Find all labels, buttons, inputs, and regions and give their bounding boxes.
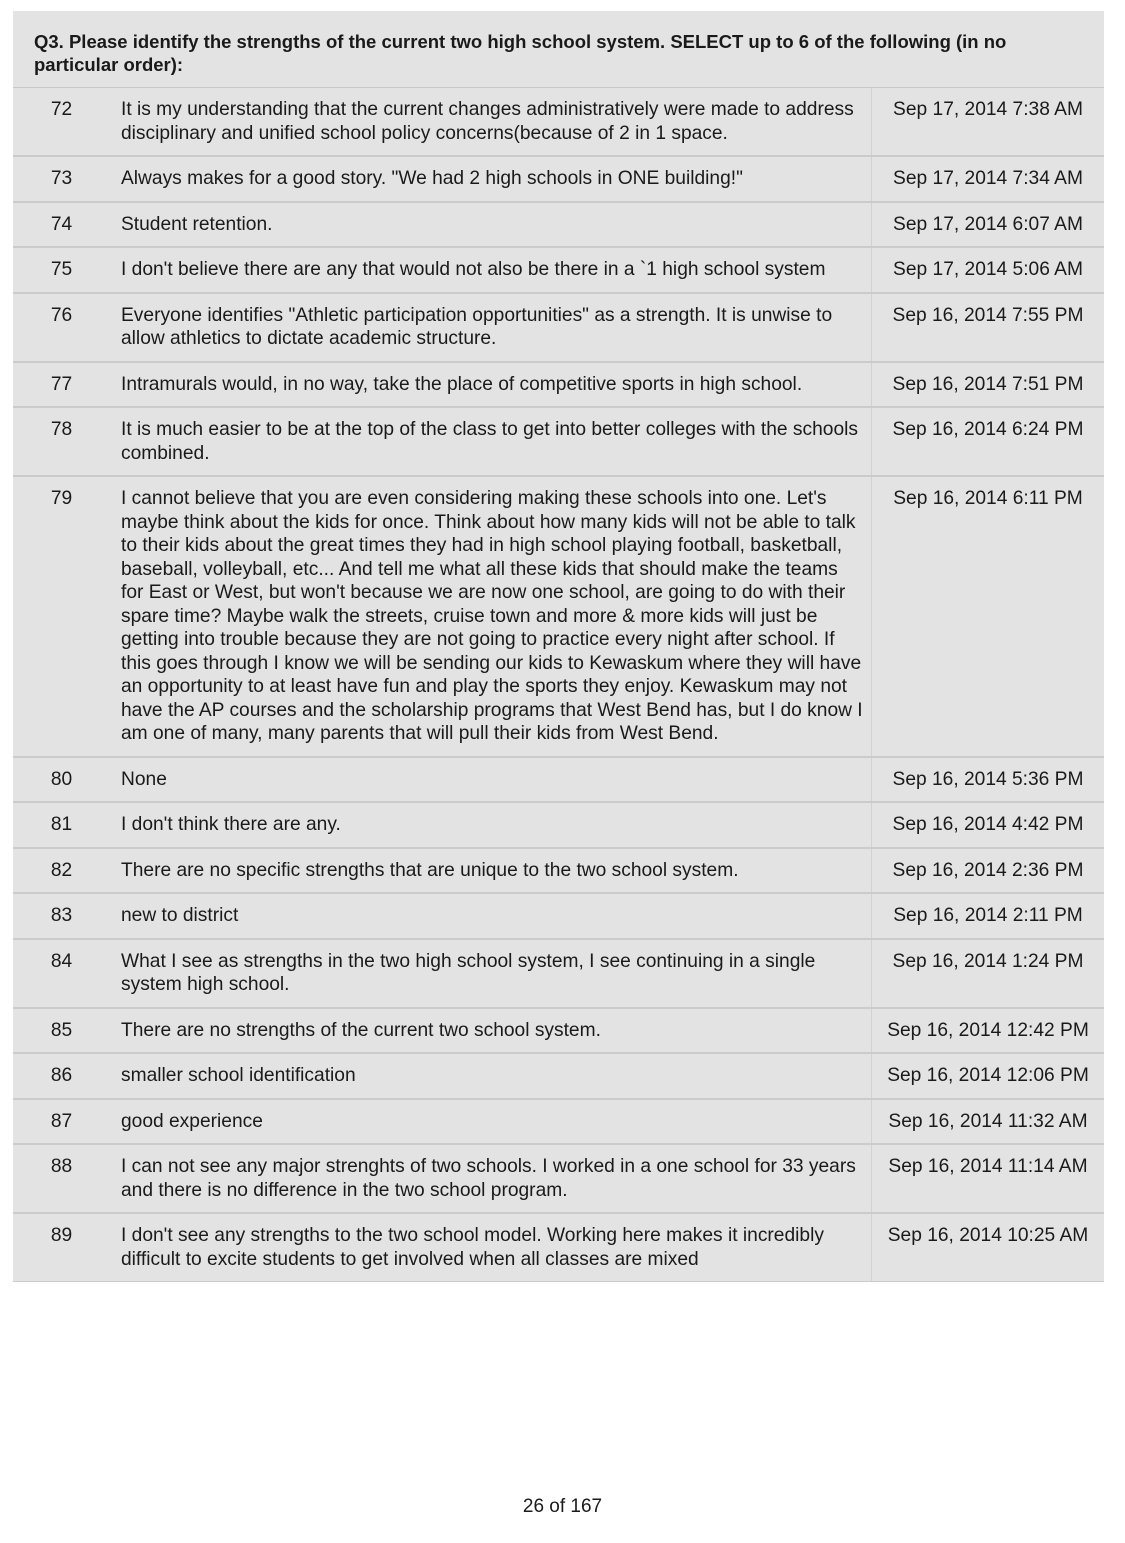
response-number: 75 bbox=[13, 247, 110, 293]
response-date: Sep 16, 2014 10:25 AM bbox=[872, 1213, 1105, 1282]
response-text: It is my understanding that the current changes administratively were made to address disciplinary and unified school policy concerns(because of 2 in 1 space. bbox=[110, 88, 872, 156]
response-number: 72 bbox=[13, 88, 110, 156]
response-text: What I see as strengths in the two high school system, I see continuing in a single system high school. bbox=[110, 939, 872, 1008]
table-row bbox=[13, 247, 1104, 293]
response-text: I don't think there are any. bbox=[110, 802, 872, 848]
response-number: 82 bbox=[13, 848, 110, 894]
table-row bbox=[13, 939, 1104, 1008]
table-row bbox=[13, 848, 1104, 894]
response-number: 81 bbox=[13, 802, 110, 848]
response-text: There are no strengths of the current two school system. bbox=[110, 1008, 872, 1054]
response-date: Sep 16, 2014 12:06 PM bbox=[872, 1053, 1105, 1099]
response-number: 84 bbox=[13, 939, 110, 1008]
response-date: Sep 16, 2014 11:14 AM bbox=[872, 1144, 1105, 1213]
response-number: 73 bbox=[13, 156, 110, 202]
response-text: I don't see any strengths to the two school model. Working here makes it incredibly difficult to excite students to get involved when all classes are mixed bbox=[110, 1213, 872, 1282]
response-date: Sep 17, 2014 6:07 AM bbox=[872, 202, 1105, 248]
response-text: Always makes for a good story. "We had 2 high schools in ONE building!" bbox=[110, 156, 872, 202]
response-number: 74 bbox=[13, 202, 110, 248]
question-heading: Q3. Please identify the strengths of the current two high school system. SELECT up to 6 of the following (in no particular order): bbox=[13, 11, 1104, 88]
response-number: 87 bbox=[13, 1099, 110, 1145]
table-row bbox=[13, 1008, 1104, 1054]
table-row bbox=[13, 202, 1104, 248]
response-date: Sep 16, 2014 12:42 PM bbox=[872, 1008, 1105, 1054]
table-row bbox=[13, 476, 1104, 757]
response-number: 83 bbox=[13, 893, 110, 939]
table-row bbox=[13, 1144, 1104, 1213]
table-row bbox=[13, 88, 1104, 156]
table-row bbox=[13, 362, 1104, 408]
response-date: Sep 16, 2014 2:36 PM bbox=[872, 848, 1105, 894]
table-row bbox=[13, 1099, 1104, 1145]
response-number: 77 bbox=[13, 362, 110, 408]
response-text: I cannot believe that you are even considering making these schools into one. Let's maybe think about the kids for once. Think about how many kids will not be able to talk to their kids about the great times they had in high school playing football, basketball, baseball, volleyball, etc... And tell me what all these kids that should make the teams for East or West, but won't because we are now one school, are going to do with their spare time? Maybe walk the streets, cruise town and more & more kids will just be getting into trouble because they are not going to practice every night after school. If this goes through I know we will be sending our kids to Kewaskum where they will have an opportunity to at least have fun and play the sports they enjoy. Kewaskum may not have the AP courses and the scholarship programs that West Bend has, but I do know I am one of many, many parents that will pull their kids from West Bend. bbox=[110, 476, 872, 757]
response-text: Intramurals would, in no way, take the place of competitive sports in high school. bbox=[110, 362, 872, 408]
table-row bbox=[13, 407, 1104, 476]
responses-table bbox=[13, 88, 1104, 1282]
response-text: Student retention. bbox=[110, 202, 872, 248]
response-date: Sep 16, 2014 1:24 PM bbox=[872, 939, 1105, 1008]
table-row bbox=[13, 293, 1104, 362]
response-text: I don't believe there are any that would not also be there in a `1 high school system bbox=[110, 247, 872, 293]
table-row bbox=[13, 893, 1104, 939]
response-number: 88 bbox=[13, 1144, 110, 1213]
response-text: smaller school identification bbox=[110, 1053, 872, 1099]
response-text: None bbox=[110, 757, 872, 803]
table-row bbox=[13, 802, 1104, 848]
response-text: new to district bbox=[110, 893, 872, 939]
response-number: 76 bbox=[13, 293, 110, 362]
response-number: 78 bbox=[13, 407, 110, 476]
table-row bbox=[13, 156, 1104, 202]
response-date: Sep 16, 2014 7:55 PM bbox=[872, 293, 1105, 362]
table-row bbox=[13, 1213, 1104, 1282]
response-date: Sep 17, 2014 7:38 AM bbox=[872, 88, 1105, 156]
response-date: Sep 16, 2014 5:36 PM bbox=[872, 757, 1105, 803]
response-number: 79 bbox=[13, 476, 110, 757]
response-date: Sep 16, 2014 6:11 PM bbox=[872, 476, 1105, 757]
response-number: 86 bbox=[13, 1053, 110, 1099]
response-number: 85 bbox=[13, 1008, 110, 1054]
response-date: Sep 16, 2014 4:42 PM bbox=[872, 802, 1105, 848]
response-date: Sep 16, 2014 6:24 PM bbox=[872, 407, 1105, 476]
page-number: 26 of 167 bbox=[522, 1496, 603, 1517]
response-text: Everyone identifies "Athletic participation opportunities" as a strength. It is unwise to allow athletics to dictate academic structure. bbox=[110, 293, 872, 362]
table-row bbox=[13, 757, 1104, 803]
response-text: There are no specific strengths that are unique to the two school system. bbox=[110, 848, 872, 894]
table-row bbox=[13, 1053, 1104, 1099]
response-date: Sep 16, 2014 7:51 PM bbox=[872, 362, 1105, 408]
response-number: 80 bbox=[13, 757, 110, 803]
response-text: It is much easier to be at the top of the class to get into better colleges with the schools combined. bbox=[110, 407, 872, 476]
response-text: good experience bbox=[110, 1099, 872, 1145]
response-number: 89 bbox=[13, 1213, 110, 1282]
response-date: Sep 17, 2014 5:06 AM bbox=[872, 247, 1105, 293]
response-date: Sep 17, 2014 7:34 AM bbox=[872, 156, 1105, 202]
response-text: I can not see any major strenghts of two schools. I worked in a one school for 33 years and there is no difference in the two school program. bbox=[110, 1144, 872, 1213]
survey-response-panel bbox=[13, 11, 1104, 1282]
response-date: Sep 16, 2014 2:11 PM bbox=[872, 893, 1105, 939]
response-date: Sep 16, 2014 11:32 AM bbox=[872, 1099, 1105, 1145]
